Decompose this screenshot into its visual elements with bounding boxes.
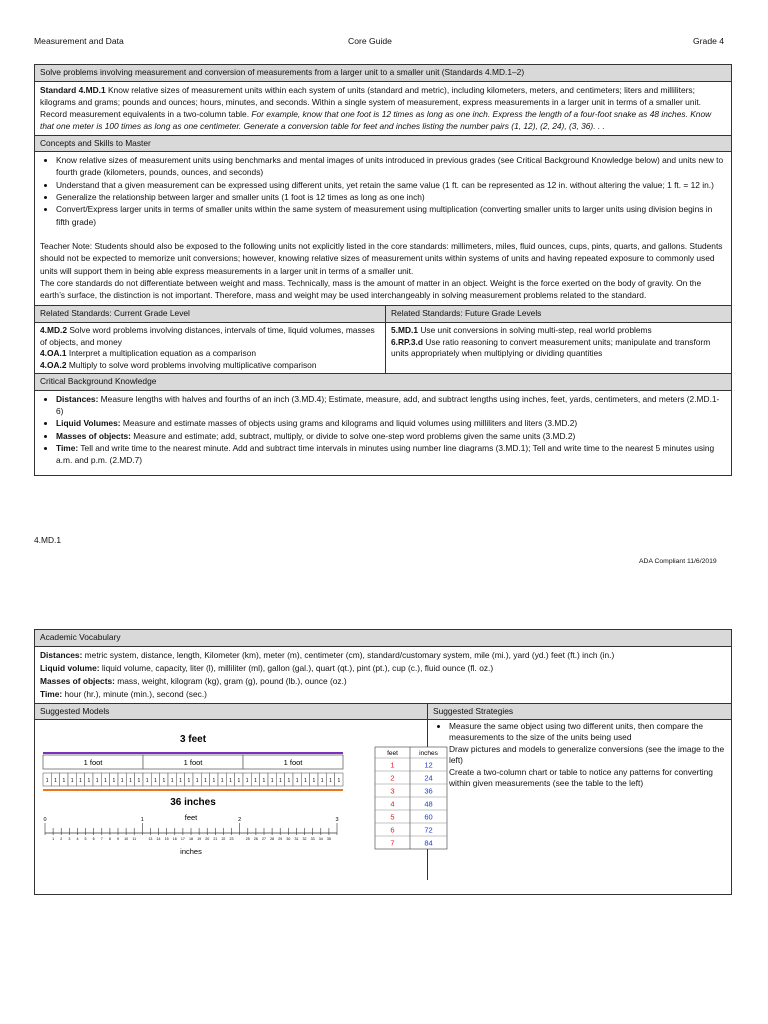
ruler-foot-number: 0 — [43, 817, 47, 823]
inch-cell-label: 1 — [220, 778, 224, 784]
ruler-foot-number: 3 — [335, 817, 339, 823]
ruler-inch-number: 17 — [180, 837, 185, 841]
inch-cell-label: 1 — [104, 778, 107, 784]
footer-ada: ADA Compliant 11/6/2019 — [639, 558, 717, 565]
models-title: Suggested Models — [35, 704, 428, 720]
ruler-inch-number: 7 — [100, 837, 103, 841]
critical-item: • Distances: Measure lengths with halves and fourths of an inch (3.MD.4); Estimate, measure, add, and subtract lengths using inches, feet, yards, centimeters, and meters (2.MD.1-6) — [56, 393, 726, 418]
concept-item: • Understand that a given measurement can be expressed using different units, yet retain the same value (1 ft. can be represented as 12 in. without altering the value; 1 ft. = 12 in.) — [56, 179, 726, 191]
ruler-feet-label: feet — [184, 813, 198, 822]
models-strategies-header — [35, 704, 731, 721]
related-current-title: Related Standards: Current Grade Level — [35, 306, 386, 322]
ruler-inch-number: 18 — [189, 837, 193, 841]
inch-cell-label: 1 — [329, 778, 332, 784]
conversion-table-feet: 1 — [390, 760, 395, 770]
conversion-table-inches: 36 — [424, 786, 433, 796]
inch-cell-label: 1 — [195, 778, 199, 784]
inch-cell-label: 1 — [295, 778, 299, 784]
header-subject: Measurement and Data — [34, 36, 124, 46]
ruler-inch-number: 19 — [197, 837, 202, 841]
related-future-item: 6.RP.3.d Use ratio reasoning to convert measurement units; manipulate and transform units appropriately when multiplying or dividing quantities — [391, 336, 711, 359]
feet-inches-model — [35, 720, 438, 880]
conversion-table-header: inches — [419, 750, 438, 757]
inch-cell-label: 1 — [54, 778, 57, 784]
ruler-inch-number: 13 — [148, 837, 153, 841]
conversion-table-feet: 4 — [390, 799, 395, 809]
ruler-inch-number: 4 — [76, 837, 79, 841]
ruler-inch-number: 6 — [92, 837, 95, 841]
critical-item: • Time: Tell and write time to the nearest minute. Add and subtract time intervals in minutes using number line diagrams (3.MD.1); Tell and write time to the nearest 5 minutes using a.m. and p.m. (2.MD.7) — [56, 442, 726, 467]
concepts-section — [35, 152, 731, 306]
inch-cell-label: 1 — [70, 778, 74, 784]
ruler-inch-number: 9 — [117, 837, 119, 841]
foot-box-label: 1 foot — [283, 758, 303, 767]
ruler-inch-number: 8 — [108, 837, 111, 841]
inch-cell-label: 1 — [337, 778, 341, 784]
inch-cell-label: 1 — [287, 778, 291, 784]
header-grade: Grade 4 — [693, 36, 725, 46]
ruler-inch-number: 32 — [302, 837, 307, 841]
inch-cell-label: 1 — [170, 778, 174, 784]
strategy-item: • Create a two-column chart or table to notice any patterns for converting within given measurements (see the table to the left) — [449, 767, 726, 790]
conversion-table-inches: 84 — [424, 838, 433, 848]
inch-cell-label: 1 — [187, 778, 191, 784]
ruler-inch-number: 2 — [60, 837, 63, 841]
strategies-title: Suggested Strategies — [433, 705, 514, 716]
ruler-inch-number: 28 — [270, 837, 275, 841]
inch-cell-label: 1 — [237, 778, 241, 784]
ruler-inch-number: 33 — [310, 837, 315, 841]
ruler-inch-number: 23 — [229, 837, 234, 841]
inch-cell-label: 1 — [304, 778, 307, 784]
inch-cell-label: 1 — [179, 778, 182, 784]
models-cell — [35, 720, 438, 880]
inch-cell-label: 1 — [212, 778, 216, 784]
conversion-table — [375, 747, 447, 849]
critical-list — [40, 393, 726, 467]
inch-cell-label: 1 — [245, 778, 249, 784]
conversion-table-inches: 48 — [424, 799, 433, 809]
related-current-item: 4.MD.2 Solve word problems involving distances, intervals of time, liquid volumes, masses of objects, and money — [40, 324, 375, 347]
conversion-table-feet: 7 — [390, 838, 395, 848]
ruler-inch-number: 34 — [318, 837, 323, 841]
inch-cell-label: 1 — [262, 778, 266, 784]
vocab-item: Distances: metric system, distance, length, Kilometer (km), meter (m), centimeter (cm), standard/customary system, mile (mi.), yard (yd.) feet (ft.) inch (in.) — [40, 649, 615, 660]
inch-cell-label: 1 — [79, 778, 82, 784]
standard-label: Standard 4.MD.1 — [40, 84, 106, 95]
ruler-inch-number: 16 — [172, 837, 177, 841]
conversion-table-inches: 24 — [424, 773, 433, 783]
weight-mass-note: The core standards do not differentiate between weight and mass. Technically, mass is the amount of matter in an object. Weight is the force exerted on the body of gravity. On the earth’s surface, the distinction is not important. Therefore, mass and weight may be used interchangeably in solving measurement problems related to the standard. — [40, 277, 702, 301]
ruler-inch-number: 30 — [286, 837, 291, 841]
foot-boxes — [43, 755, 343, 769]
conversion-table-inches: 12 — [424, 760, 433, 770]
ruler-foot-number: 1 — [140, 817, 144, 823]
ruler-inch-number: 15 — [164, 837, 169, 841]
standard-text: Know relative sizes of measurement units within each system of units (standard and metric), including kilometers, meters, and centimeters; liters and milliliters; kilograms and grams; pounds and ounces; hours, minutes, and seconds. Within a single system of measurement, express measurements in a larger unit in terms of a smaller unit. Record measurement equivalents in a two-column table. — [40, 84, 702, 120]
foot-box-label: 1 foot — [183, 758, 203, 767]
ruler-inch-number: 1 — [52, 837, 55, 841]
vocabulary-table — [34, 629, 732, 895]
concept-item: • Convert/Express larger units in terms of smaller units within the same system of measurement using multiplication (converting smaller units to larger units using division begins in fifth grade) — [56, 203, 726, 228]
ruler-inch-number: 22 — [221, 837, 226, 841]
teacher-note: Teacher Note: Students should also be exposed to the following units not explicitly listed in the core standards: millimeters, miles, fluid ounces, cups, pints, quarts, and gallons. Students should not be expected to memorize unit conversions; however, knowing relative sizes of measurement units within systems of units and having repeated exposure to commonly used units will support them in being able express measurements in a larger unit in terms of a smaller unit. — [40, 240, 723, 276]
inch-cell-label: 1 — [154, 778, 157, 784]
inch-cell-label: 1 — [270, 778, 274, 784]
header-guide: Core Guide — [348, 36, 392, 46]
vocab-item: Liquid volume: liquid volume, capacity, liter (l), milliliter (ml), gallon (gal.), quart (qt.), pint (pt.), cup (c.), fluid ounce (fl. oz.) — [40, 662, 494, 673]
ruler-inch-number: 26 — [253, 837, 258, 841]
ruler-inch-number: 11 — [132, 837, 137, 841]
related-future — [386, 323, 731, 373]
conversion-table-header: feet — [387, 750, 398, 757]
vocab-section — [35, 647, 731, 704]
concept-item: • Know relative sizes of measurement units using benchmarks and mental images of units introduced in previous grades (see Critical Background Knowledge below) and units new to fourth grade (kilometers, pounds, ounces, and seconds) — [56, 154, 726, 179]
critical-item: • Liquid Volumes: Measure and estimate masses of objects using grams and kilograms and liquid volumes using milliliters and liters (3.MD.2) — [56, 417, 726, 429]
inch-cell-label: 1 — [112, 778, 116, 784]
ruler-inch-number: 29 — [278, 837, 283, 841]
related-current-item: 4.OA.1 Interpret a multiplication equation as a comparison — [40, 348, 257, 359]
conversion-table-feet: 3 — [390, 786, 395, 796]
conversion-table-feet: 2 — [390, 773, 395, 783]
inch-cell-label: 1 — [254, 778, 257, 784]
inch-cell-label: 1 — [312, 778, 316, 784]
vocab-item: Masses of objects: mass, weight, kilogram (kg), gram (g), pound (lb.), ounce (oz.) — [40, 675, 347, 686]
related-future-item: 5.MD.1 Use unit conversions in solving multi-step, real world problems — [391, 324, 652, 335]
critical-title: Critical Background Knowledge — [35, 374, 731, 391]
strategies-cell — [428, 720, 731, 880]
ruler-inch-number: 27 — [262, 837, 266, 841]
inch-cell-label: 1 — [137, 778, 141, 784]
inch-cell-label: 1 — [279, 778, 282, 784]
related-standards-body — [35, 323, 731, 374]
strategy-item: • Draw pictures and models to generalize conversions (see the image to the left) — [449, 744, 726, 767]
ruler-inch-number: 10 — [124, 837, 129, 841]
inch-cell-label: 1 — [204, 778, 207, 784]
conversion-table-feet: 5 — [390, 812, 395, 822]
ruler-inch-number: 14 — [156, 837, 161, 841]
conversion-table-frame — [375, 747, 447, 849]
inch-cell-label: 1 — [45, 778, 49, 784]
ruler-inch-number: 3 — [68, 837, 71, 841]
inch-cell-label: 1 — [120, 778, 124, 784]
ruler-inches-label: inches — [180, 847, 202, 856]
critical-section — [35, 391, 731, 475]
inch-cell-label: 1 — [129, 778, 132, 784]
conversion-table-inches: 72 — [424, 825, 433, 835]
concepts-title: Concepts and Skills to Master — [35, 136, 731, 153]
strategy-item: • Measure the same object using two different units, then compare the measurements to the size of the units being used — [449, 721, 726, 744]
strategies-list — [433, 721, 726, 789]
three-feet-label: 3 feet — [179, 734, 207, 745]
related-future-title: Related Standards: Future Grade Levels — [391, 308, 542, 319]
related-current-item: 4.OA.2 Multiply to solve word problems involving multiplicative comparison — [40, 359, 317, 370]
standard-description — [35, 82, 731, 136]
related-standards-header — [35, 306, 731, 323]
concepts-list — [40, 154, 726, 228]
ruler-inch-number: 35 — [326, 837, 331, 841]
ruler-inch-number: 25 — [245, 837, 250, 841]
models-strategies-body — [35, 720, 731, 880]
standard-example: For example, know that one foot is 12 times as long as one inch. Express the length of a four-foot snake as 48 inches. Know that one meter is 100 times as long as one centimeter. Generate a conversion table for feet and inches listing the number pairs (1, 12), (2, 24), (3, 36). . . — [40, 109, 712, 132]
ruler-inch-number: 31 — [294, 837, 299, 841]
conversion-table-feet: 6 — [390, 825, 395, 835]
inch-cell-label: 1 — [320, 778, 324, 784]
standard-table — [34, 64, 732, 476]
footer-standard: 4.MD.1 — [34, 535, 61, 545]
standard-title: Solve problems involving measurement and conversion of measurements from a larger unit to a smaller unit (Standards 4.MD.1–2) — [35, 65, 731, 82]
inch-cell-label: 1 — [62, 778, 66, 784]
related-current — [35, 323, 386, 373]
inch-cell-label: 1 — [95, 778, 99, 784]
ruler-inch-number: 21 — [213, 837, 218, 841]
vocab-title: Academic Vocabulary — [35, 630, 731, 647]
critical-item: • Masses of objects: Measure and estimate; add, subtract, multiply, or divide to solve one-step word problems given the same units (3.MD.2) — [56, 430, 726, 442]
inch-cell-label: 1 — [145, 778, 149, 784]
vocab-item: Time: hour (hr.), minute (min.), second (sec.) — [40, 688, 207, 699]
inch-cell-label: 1 — [229, 778, 232, 784]
ruler-inch-number: 5 — [84, 837, 87, 841]
inch-strip — [43, 773, 343, 786]
inch-cell-label: 1 — [162, 778, 166, 784]
concept-item: • Generalize the relationship between larger and smaller units (1 foot is 12 times as long as one inch) — [56, 191, 726, 203]
ruler-inch-number: 20 — [205, 837, 210, 841]
conversion-table-inches: 60 — [424, 812, 433, 822]
thirty-six-inches-label: 36 inches — [170, 797, 216, 808]
inch-cell-label: 1 — [87, 778, 91, 784]
ruler-foot-number: 2 — [238, 817, 242, 823]
foot-box-label: 1 foot — [83, 758, 103, 767]
